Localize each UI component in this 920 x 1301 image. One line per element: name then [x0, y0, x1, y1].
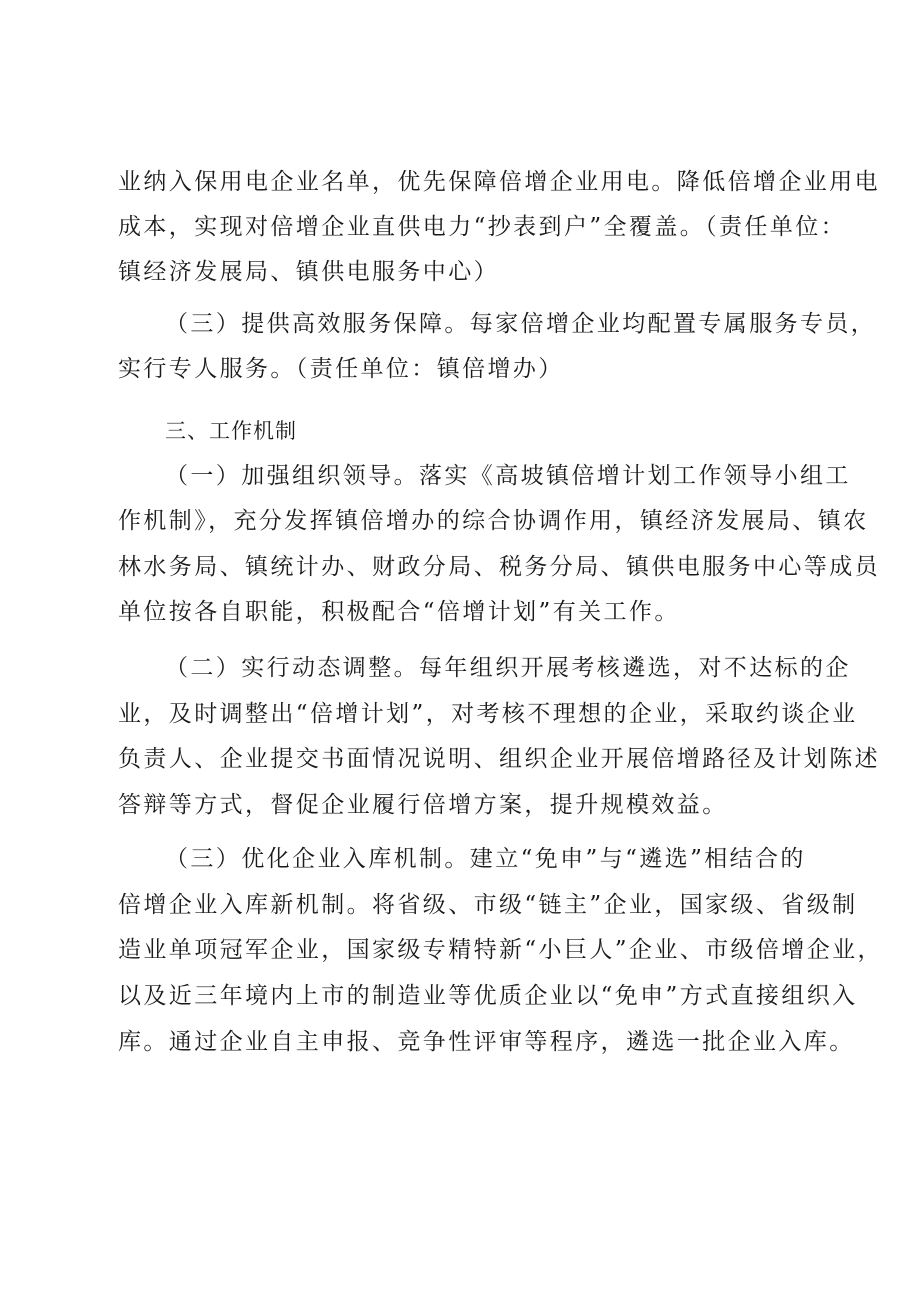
paragraph-line: 以及近三年境内上市的制造业等优质企业以“免申”方式直接组织入	[118, 983, 858, 1009]
paragraph-line: 单位按各自职能，积极配合“倍增计划”有关工作。	[118, 599, 680, 625]
paragraph-line: 镇经济发展局、镇供电服务中心）	[118, 259, 499, 285]
paragraph-line: 业纳入保用电企业名单，优先保障倍增企业用电。降低倍增企业用电	[118, 169, 880, 195]
paragraph-line: 答辩等方式，督促企业履行倍增方案，提升规模效益。	[118, 792, 728, 818]
paragraph-line: 库。通过企业自主申报、竞争性评审等程序，遴选一批企业入库。	[118, 1029, 855, 1055]
paragraph-line: 作机制》，充分发挥镇倍增办的综合协调作用，镇经济发展局、镇农	[118, 508, 869, 534]
paragraph-line: 业，及时调整出“倍增计划”，对考核不理想的企业，采取约谈企业	[118, 701, 858, 727]
paragraph-line: 林水务局、镇统计办、财政分局、税务分局、镇供电服务中心等成员	[118, 554, 880, 580]
paragraph-line: 成本，实现对倍增企业直供电力“抄表到户”全覆盖。（责任单位：	[118, 214, 847, 240]
paragraph-line: （三）提供高效服务保障。每家倍增企业均配置专属服务专员，	[165, 311, 877, 337]
paragraph-line: 造业单项冠军企业，国家级专精特新“小巨人”企业、市级倍增企业，	[118, 937, 883, 963]
paragraph-line: 倍增企业入库新机制。将省级、市级“链主”企业，国家级、省级制	[118, 892, 858, 918]
paragraph-line: （三）优化企业入库机制。建立“免申”与“遴选”相结合的	[165, 846, 806, 872]
paragraph-line: （一）加强组织领导。落实《高坡镇倍增计划工作领导小组工	[165, 463, 851, 489]
section-heading: 三、工作机制	[165, 419, 297, 443]
paragraph-line: （二）实行动态调整。每年组织开展考核遴选，对不达标的企	[165, 655, 851, 681]
paragraph-line: 实行专人服务。（责任单位：镇倍增办）	[118, 356, 564, 382]
paragraph-line: 负责人、企业提交书面情况说明、组织企业开展倍增路径及计划陈述	[118, 746, 880, 772]
